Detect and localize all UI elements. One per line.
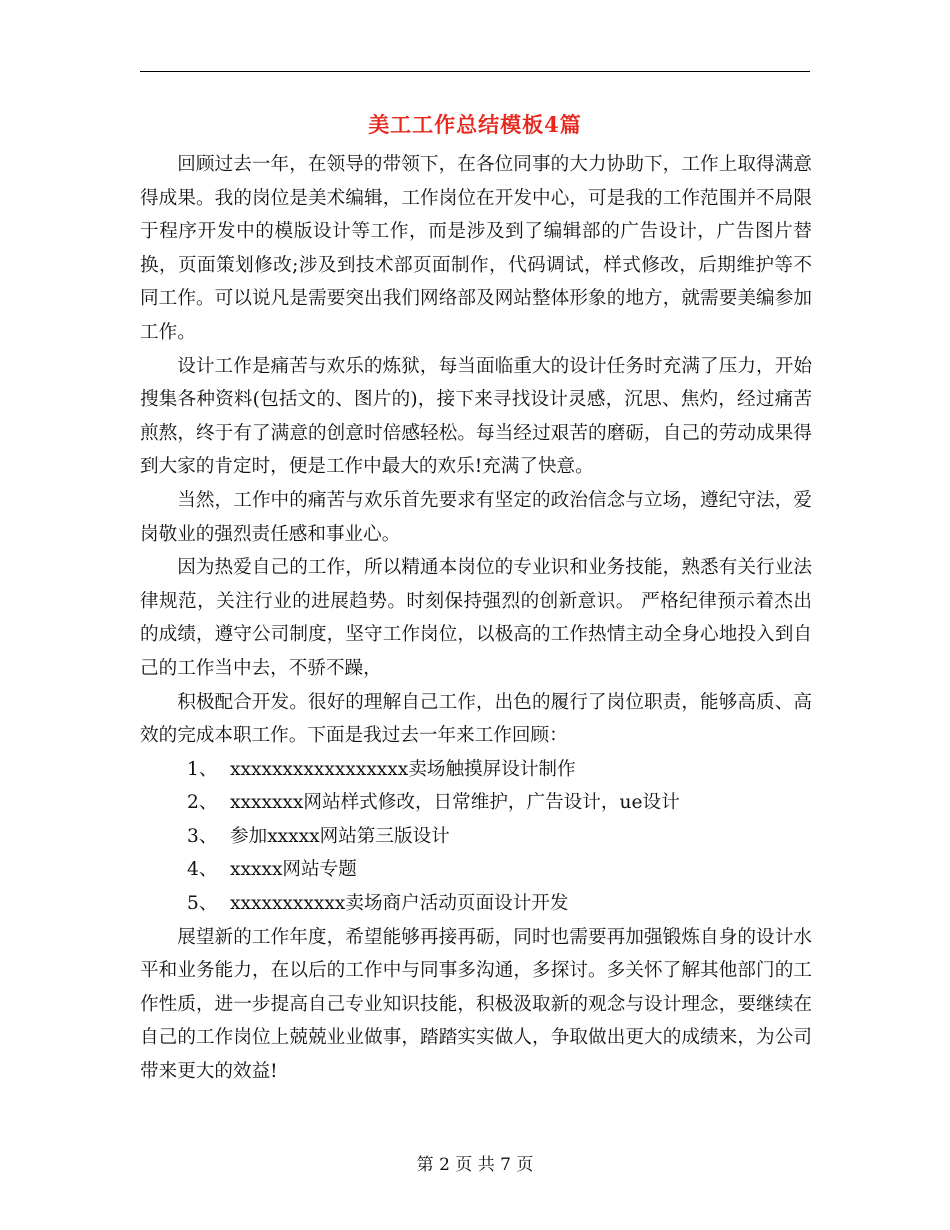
- paragraph: 因为热爱自己的工作，所以精通本岗位的专业识和业务技能，熟悉有关行业法律规范，关注行业的进展趋势。时刻保持强烈的创新意识。 严格纪律预示着杰出的成绩，遵守公司制度，坚守工作岗位，以极高的工作热情主动全身心地投入到自己的工作当中去，不骄不躁，: [140, 557, 812, 679]
- list-item-number: 1、: [187, 758, 218, 780]
- list-item-text: xxxxx网站专题: [230, 859, 357, 881]
- list-item-number: 3、: [187, 825, 218, 847]
- paragraph: 当然，工作中的痛苦与欢乐首先要求有坚定的政治信念与立场，遵纪守法，爱岗敬业的强烈责任感和事业心。: [140, 489, 812, 545]
- list-item: [140, 887, 812, 921]
- list-item: [140, 753, 812, 787]
- closing-paragraph: 展望新的工作年度，希望能够再接再砺，同时也需要再加强锻炼自身的设计水平和业务能力，在以后的工作中与同事多沟通，多探讨。多关怀了解其他部门的工作性质，进一步提高自己专业知识技能，积极汲取新的观念与设计理念，要继续在自己的工作岗位上兢兢业业做事，踏踏实实做人，争取做出更大的成绩来，为公司带来更大的效益!: [140, 926, 812, 1083]
- paragraph: 设计工作是痛苦与欢乐的炼狱，每当面临重大的设计任务时充满了压力，开始搜集各种资料(包括文的、图片的)，接下来寻找设计灵感，沉思、焦灼，经过痛苦煎熬，终于有了满意的创意时倍感轻松。每当经过艰苦的磨砺，自己的劳动成果得到大家的肯定时，便是工作中最大的欢乐!充满了快意。: [140, 355, 812, 478]
- page-number: 第 2 页 共 7 页: [416, 1155, 534, 1175]
- list-item: [140, 786, 812, 820]
- list-item-text: xxxxxxxxxxx卖场商户活动页面设计开发: [230, 893, 569, 915]
- list-item-text: 参加xxxxx网站第三版设计: [230, 825, 450, 847]
- list-item-text: xxxxxxxxxxxxxxxxx卖场触摸屏设计制作: [230, 758, 576, 780]
- paragraph: 回顾过去一年，在领导的带领下，在各位同事的大力协助下，工作上取得满意得成果。我的岗位是美术编辑，工作岗位在开发中心，可是我的工作范围并不局限于程序开发中的模版设计等工作，而是涉及到了编辑部的广告设计，广告图片替换，页面策划修改;涉及到技术部页面制作，代码调试，样式修改，后期维护等不同工作。可以说凡是需要突出我们网络部及网站整体形象的地方，就需要美编参加工作。: [140, 154, 812, 343]
- list-item: [140, 853, 812, 887]
- list-item-number: 2、: [187, 792, 218, 814]
- list-item-text: xxxxxxx网站样式修改，日常维护，广告设计，ue设计: [230, 792, 680, 814]
- header-rule: [140, 71, 810, 72]
- document-title: 美工工作总结模板4篇: [368, 112, 582, 137]
- document-body: [140, 148, 812, 1089]
- paragraph: 积极配合开发。很好的理解自己工作，出色的履行了岗位职责，能够高质、高效的完成本职工作。下面是我过去一年来工作回顾：: [140, 691, 812, 747]
- list-item-number: 5、: [187, 893, 218, 915]
- list-item: [140, 820, 812, 854]
- list-item-number: 4、: [187, 859, 218, 881]
